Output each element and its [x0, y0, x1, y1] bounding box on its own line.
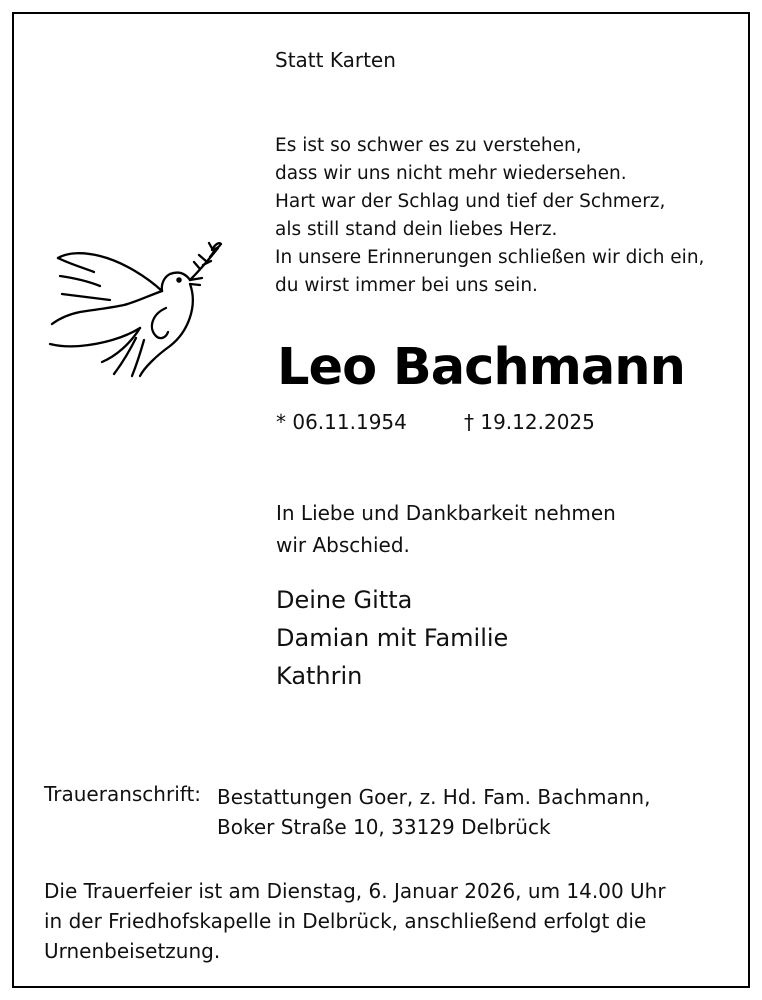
mourner-name: Kathrin [276, 662, 363, 690]
address-line: Boker Straße 10, 33129 Delbrück [217, 815, 551, 839]
verse-line: In unsere Erinnerungen schließen wir dich ein, [275, 247, 705, 268]
deceased-name: Leo Bachmann [277, 338, 685, 397]
verse-line: Es ist so schwer es zu verstehen, [275, 135, 582, 156]
mourning-address [217, 782, 650, 842]
mourner-name: Deine Gitta [276, 586, 413, 614]
mourners-list [276, 581, 508, 695]
memorial-verse [275, 132, 704, 300]
birth-date: * 06.11.1954 [276, 410, 407, 434]
address-line: Bestattungen Goer, z. Hd. Fam. Bachmann, [217, 785, 651, 809]
dove-with-olive-branch-icon [40, 228, 230, 378]
verse-line: Hart war der Schlag und tief der Schmerz, [275, 191, 666, 212]
address-label: Traueranschrift: [44, 782, 202, 806]
ceremony-info [44, 876, 666, 966]
farewell-line: wir Abschied. [276, 533, 410, 557]
verse-line: du wirst immer bei uns sein. [275, 275, 538, 296]
verse-line: dass wir uns nicht mehr wiedersehen. [275, 163, 627, 184]
farewell-line: In Liebe und Dankbarkeit nehmen [276, 501, 616, 525]
mourner-name: Damian mit Familie [276, 624, 509, 652]
death-date: † 19.12.2025 [464, 410, 595, 434]
ceremony-line: Die Trauerfeier ist am Dienstag, 6. Januar 2026, um 14.00 Uhr [44, 879, 666, 903]
notice-header: Statt Karten [275, 48, 396, 72]
obituary-frame [12, 12, 750, 988]
ceremony-line: Urnenbeisetzung. [44, 939, 221, 963]
farewell-text [276, 497, 616, 561]
ceremony-line: in der Friedhofskapelle in Delbrück, anschließend erfolgt die [44, 909, 647, 933]
verse-line: als still stand dein liebes Herz. [275, 219, 558, 240]
